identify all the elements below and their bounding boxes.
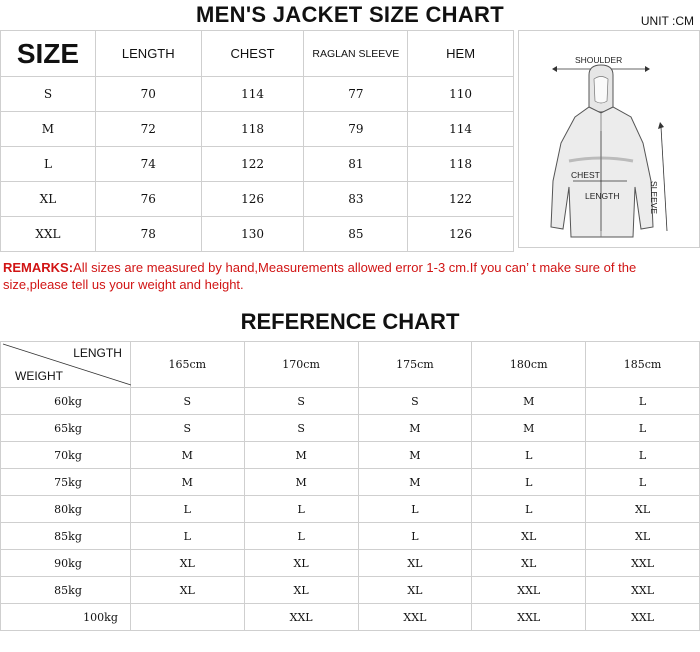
recommended-size-cell: L: [358, 523, 472, 550]
recommended-size-cell: L: [586, 388, 700, 415]
recommended-size-cell: M: [472, 415, 586, 442]
measurement-cell: 118: [201, 112, 304, 147]
size-row: [1, 217, 514, 252]
measurement-cell: 78: [95, 217, 201, 252]
recommended-size-cell: XXL: [586, 550, 700, 577]
recommended-size-cell: L: [130, 523, 244, 550]
measurement-cell: 118: [408, 147, 514, 182]
measurement-cell: 85: [304, 217, 408, 252]
measurement-cell: 110: [408, 77, 514, 112]
recommended-size-cell: L: [130, 496, 244, 523]
reference-chart-title: REFERENCE CHART: [240, 309, 460, 334]
recommended-size-cell: S: [358, 388, 472, 415]
recommended-size-cell: XL: [130, 550, 244, 577]
weight-label-cell: 65kg: [1, 415, 131, 442]
size-header-cell: HEM: [408, 31, 514, 77]
reference-row: [1, 442, 700, 469]
remarks-note: [3, 259, 697, 293]
size-header-cell: RAGLAN SLEEVE: [304, 31, 408, 77]
recommended-size-cell: L: [472, 469, 586, 496]
size-header-cell: SIZE: [1, 31, 96, 77]
size-header-cell: LENGTH: [95, 31, 201, 77]
length-header-cell: 175cm: [358, 342, 472, 388]
measurement-cell: 79: [304, 112, 408, 147]
recommended-size-cell: XXL: [472, 577, 586, 604]
recommended-size-cell: XXL: [472, 604, 586, 631]
recommended-size-cell: M: [244, 469, 358, 496]
sleeve-label: SLEEVE: [649, 181, 659, 215]
reference-row: [1, 388, 700, 415]
recommended-size-cell: M: [358, 415, 472, 442]
reference-row: [1, 523, 700, 550]
weight-label-cell: 85kg: [1, 577, 131, 604]
recommended-size-cell: XXL: [244, 604, 358, 631]
recommended-size-cell: XL: [586, 496, 700, 523]
measurement-cell: 114: [408, 112, 514, 147]
recommended-size-cell: XL: [586, 523, 700, 550]
weight-label-cell: 75kg: [1, 469, 131, 496]
recommended-size-cell: L: [586, 442, 700, 469]
recommended-size-cell: XL: [130, 577, 244, 604]
shoulder-label: SHOULDER: [575, 55, 623, 65]
recommended-size-cell: S: [130, 388, 244, 415]
weight-label-cell: 70kg: [1, 442, 131, 469]
reference-header-row: [1, 342, 700, 388]
reference-row: [1, 550, 700, 577]
recommended-size-cell: S: [244, 388, 358, 415]
measurement-cell: 122: [408, 182, 514, 217]
measurement-cell: 126: [408, 217, 514, 252]
measurement-cell: 70: [95, 77, 201, 112]
recommended-size-cell: L: [586, 469, 700, 496]
recommended-size-cell: XL: [358, 550, 472, 577]
size-row: [1, 182, 514, 217]
recommended-size-cell: L: [472, 442, 586, 469]
recommended-size-cell: [130, 604, 244, 631]
measurement-cell: 130: [201, 217, 304, 252]
recommended-size-cell: S: [244, 415, 358, 442]
measurement-cell: 126: [201, 182, 304, 217]
remarks-text: All sizes are measured by hand,Measurements allowed error 1-3 cm.If you can’ t make sure of the size,please tell us your weight and height.: [3, 260, 637, 292]
recommended-size-cell: XXL: [586, 577, 700, 604]
size-label-cell: S: [1, 77, 96, 112]
recommended-size-cell: M: [244, 442, 358, 469]
size-label-cell: M: [1, 112, 96, 147]
length-header-cell: 180cm: [472, 342, 586, 388]
reference-row: [1, 496, 700, 523]
measurement-cell: 72: [95, 112, 201, 147]
recommended-size-cell: L: [244, 496, 358, 523]
unit-label: UNIT :CM: [640, 14, 694, 28]
remarks-label: REMARKS:: [3, 260, 74, 275]
recommended-size-cell: XL: [472, 550, 586, 577]
size-label-cell: XXL: [1, 217, 96, 252]
recommended-size-cell: M: [358, 442, 472, 469]
reference-row: [1, 604, 700, 631]
size-header-row: [1, 31, 514, 77]
measurement-cell: 76: [95, 182, 201, 217]
weight-label-cell: 60kg: [1, 388, 131, 415]
recommended-size-cell: XXL: [586, 604, 700, 631]
recommended-size-cell: XL: [472, 523, 586, 550]
measurement-cell: 74: [95, 147, 201, 182]
recommended-size-cell: XXL: [358, 604, 472, 631]
weight-label-cell: 100kg: [1, 604, 131, 631]
reference-corner-cell: [1, 342, 131, 388]
recommended-size-cell: M: [130, 469, 244, 496]
recommended-size-cell: XL: [244, 550, 358, 577]
corner-weight-label: WEIGHT: [15, 369, 63, 383]
recommended-size-cell: L: [586, 415, 700, 442]
measurement-cell: 114: [201, 77, 304, 112]
reference-row: [1, 415, 700, 442]
size-row: [1, 112, 514, 147]
weight-label-cell: 90kg: [1, 550, 131, 577]
recommended-size-cell: M: [130, 442, 244, 469]
measurement-cell: 83: [304, 182, 408, 217]
recommended-size-cell: L: [244, 523, 358, 550]
weight-label-cell: 80kg: [1, 496, 131, 523]
size-row: [1, 147, 514, 182]
reference-row: [1, 577, 700, 604]
recommended-size-cell: M: [472, 388, 586, 415]
measurement-cell: 122: [201, 147, 304, 182]
recommended-size-cell: L: [472, 496, 586, 523]
size-row: [1, 77, 514, 112]
size-header-cell: CHEST: [201, 31, 304, 77]
length-header-cell: 170cm: [244, 342, 358, 388]
jacket-measurement-diagram: [518, 30, 700, 248]
length-header-cell: 185cm: [586, 342, 700, 388]
length-label: LENGTH: [585, 191, 620, 201]
weight-label-cell: 85kg: [1, 523, 131, 550]
recommended-size-cell: XL: [244, 577, 358, 604]
recommended-size-cell: S: [130, 415, 244, 442]
measurement-cell: 77: [304, 77, 408, 112]
reference-chart-table: [0, 341, 700, 631]
length-header-cell: 165cm: [130, 342, 244, 388]
reference-row: [1, 469, 700, 496]
recommended-size-cell: L: [358, 496, 472, 523]
recommended-size-cell: M: [358, 469, 472, 496]
measurement-cell: 81: [304, 147, 408, 182]
size-label-cell: XL: [1, 182, 96, 217]
corner-length-label: LENGTH: [73, 346, 122, 360]
chest-label: CHEST: [571, 170, 600, 180]
recommended-size-cell: XL: [358, 577, 472, 604]
size-chart-title: MEN'S JACKET SIZE CHART: [196, 2, 504, 27]
size-chart-table: [0, 30, 514, 252]
size-label-cell: L: [1, 147, 96, 182]
